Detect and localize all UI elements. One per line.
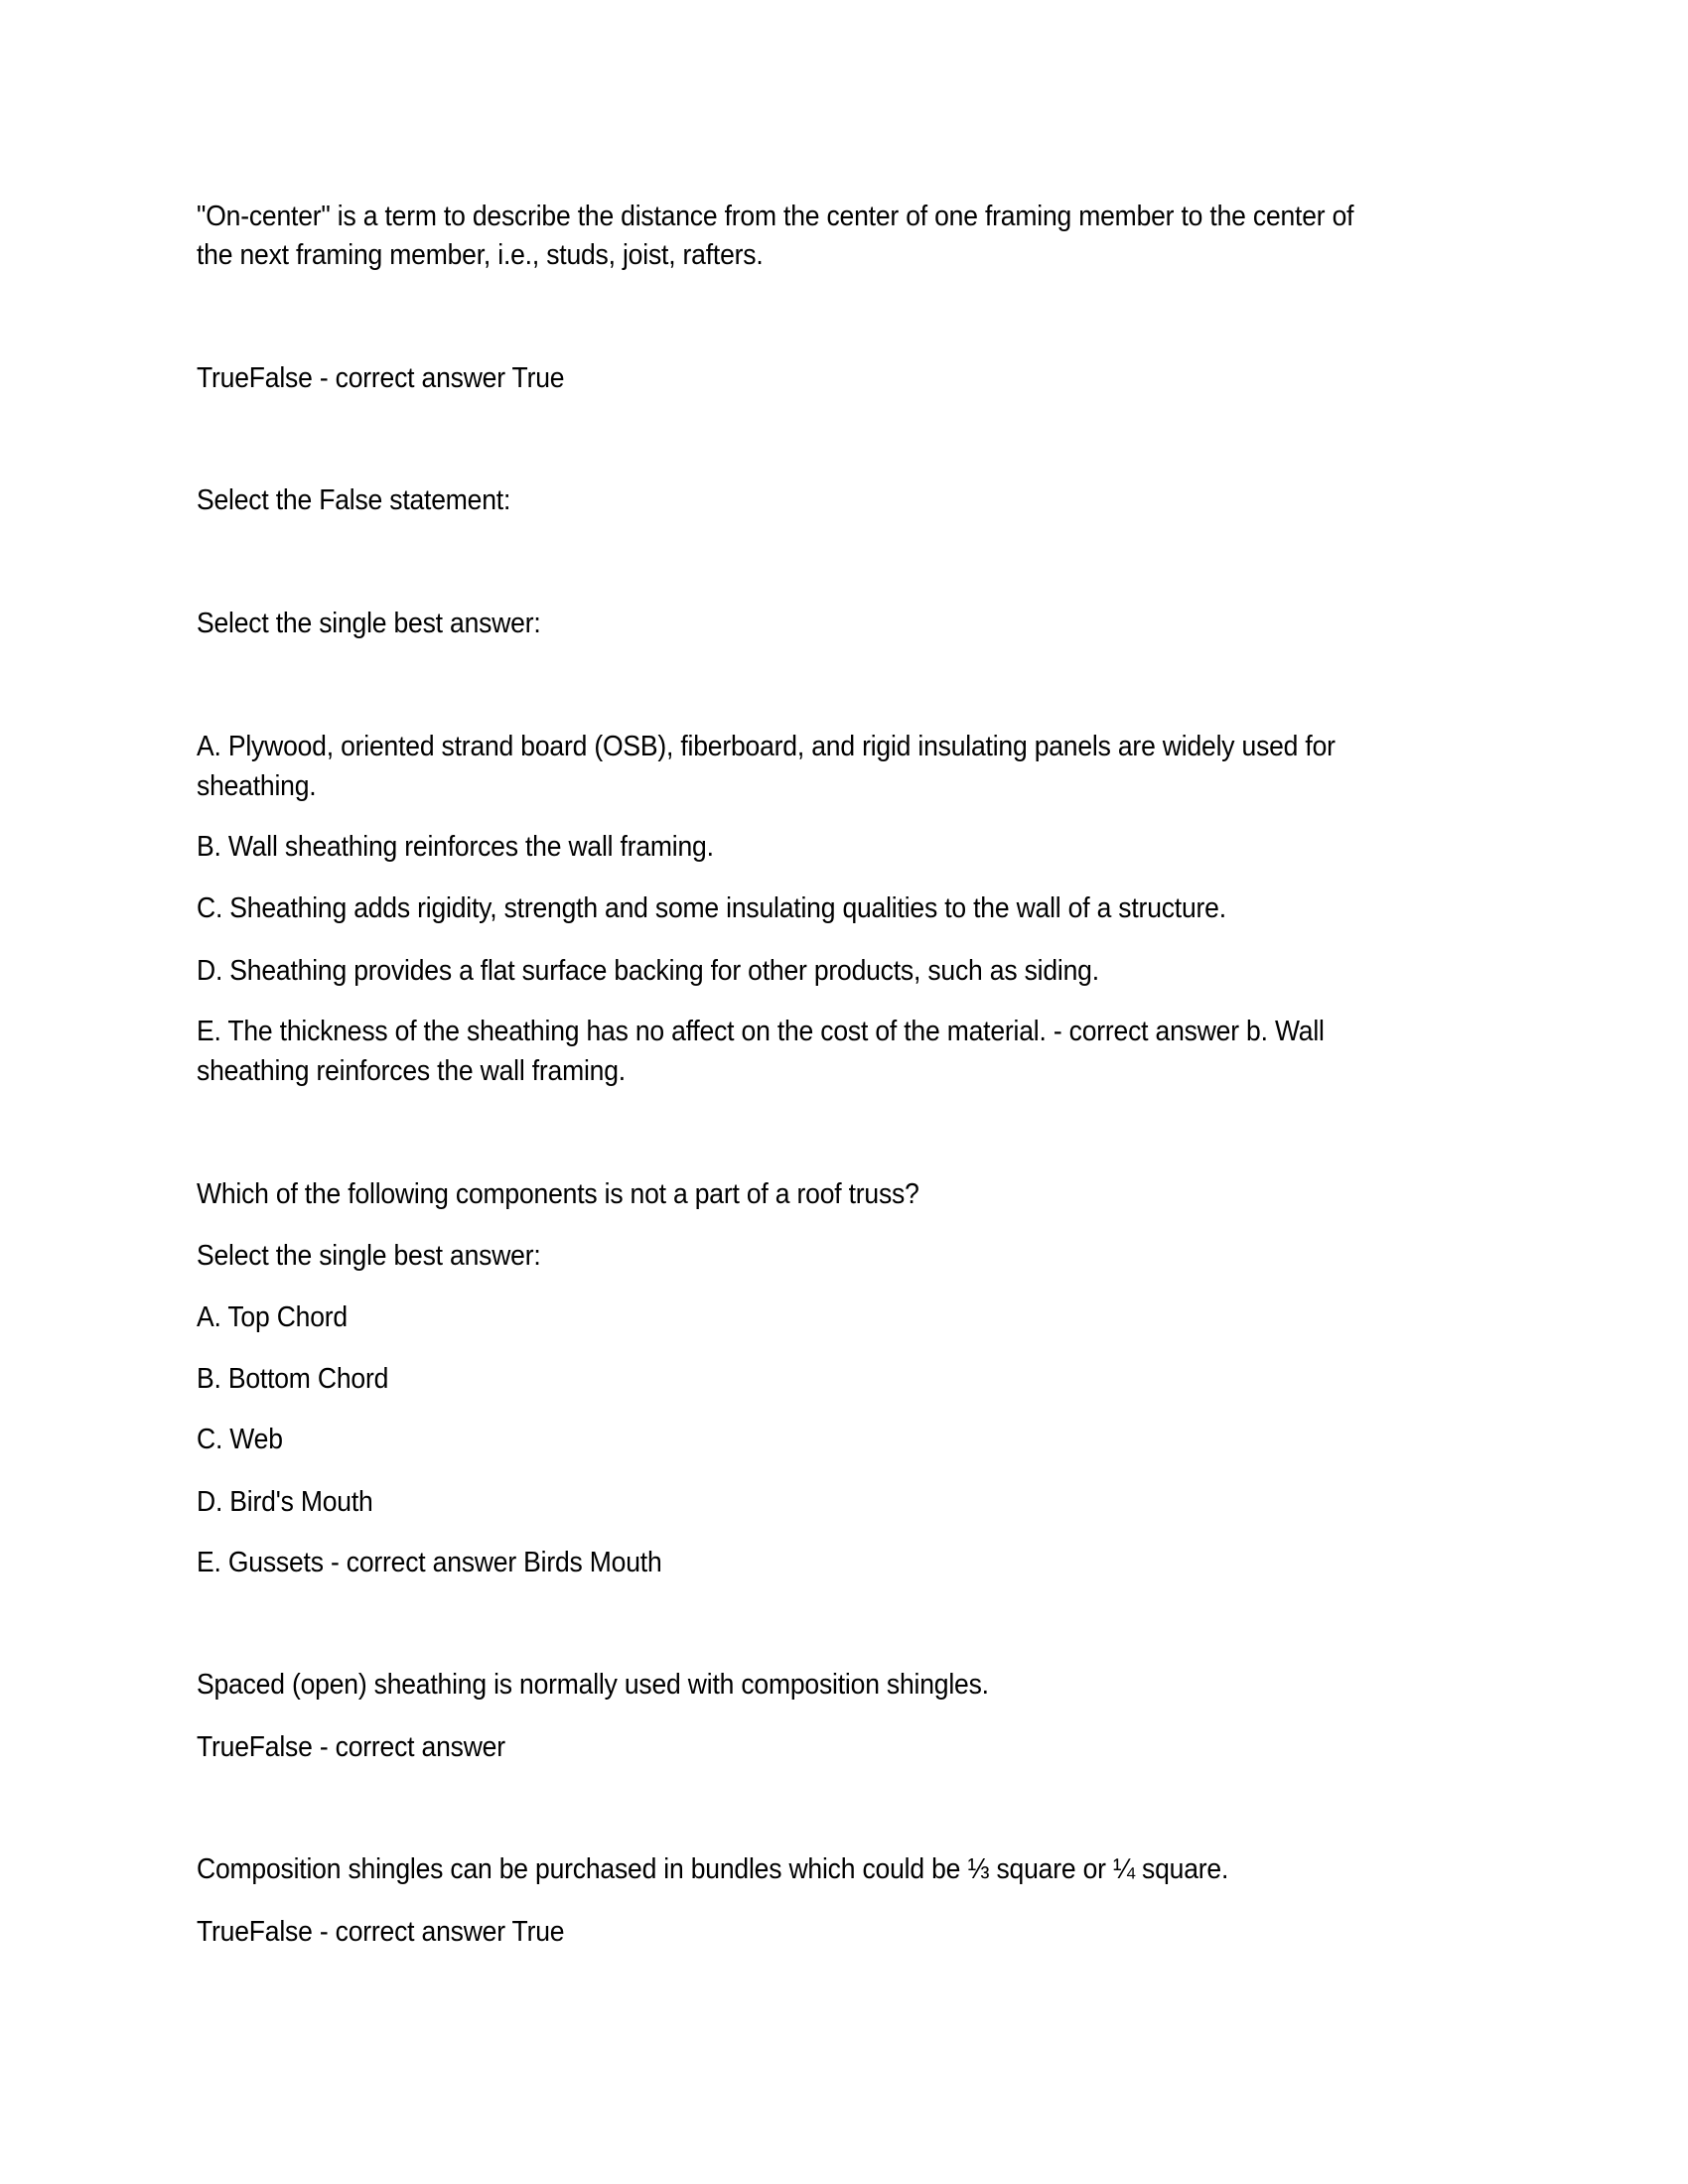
option-c-truss: C. Web (197, 1424, 283, 1455)
question-on-center-line-2: the next framing member, i.e., studs, joist, rafters. (197, 239, 764, 271)
question-on-center-line-1: "On-center" is a term to describe the distance from the center of one framing member to the center of (197, 201, 1354, 232)
instruction-single-best-answer-2: Select the single best answer: (197, 1240, 541, 1272)
question-roof-truss: Which of the following components is not a part of a roof truss? (197, 1178, 919, 1210)
option-e-sheathing-line-1: E. The thickness of the sheathing has no affect on the cost of the material. - correct answer b. Wall (197, 1016, 1325, 1047)
question-composition-shingles: Composition shingles can be purchased in bundles which could be ⅓ square or ¼ square. (197, 1853, 1229, 1885)
question-spaced-sheathing: Spaced (open) sheathing is normally used with composition shingles. (197, 1669, 989, 1701)
answer-on-center: TrueFalse - correct answer True (197, 362, 565, 394)
question-false-statement: Select the False statement: (197, 484, 511, 516)
option-b-truss: B. Bottom Chord (197, 1363, 389, 1395)
option-d-truss: D. Bird's Mouth (197, 1486, 373, 1518)
option-e-sheathing-line-2: sheathing reinforces the wall framing. (197, 1055, 626, 1087)
option-a-truss: A. Top Chord (197, 1301, 348, 1333)
option-d-sheathing: D. Sheathing provides a flat surface backing for other products, such as siding. (197, 955, 1099, 987)
option-a-sheathing-line-2: sheathing. (197, 770, 317, 802)
option-a-sheathing-line-1: A. Plywood, oriented strand board (OSB), fiberboard, and rigid insulating panels are widely used for (197, 731, 1336, 762)
answer-composition-shingles: TrueFalse - correct answer True (197, 1916, 565, 1948)
option-c-sheathing: C. Sheathing adds rigidity, strength and some insulating qualities to the wall of a structure. (197, 892, 1226, 924)
instruction-single-best-answer-1: Select the single best answer: (197, 608, 541, 639)
answer-spaced-sheathing: TrueFalse - correct answer (197, 1731, 505, 1763)
option-e-truss: E. Gussets - correct answer Birds Mouth (197, 1547, 662, 1578)
option-b-sheathing: B. Wall sheathing reinforces the wall framing. (197, 831, 714, 863)
